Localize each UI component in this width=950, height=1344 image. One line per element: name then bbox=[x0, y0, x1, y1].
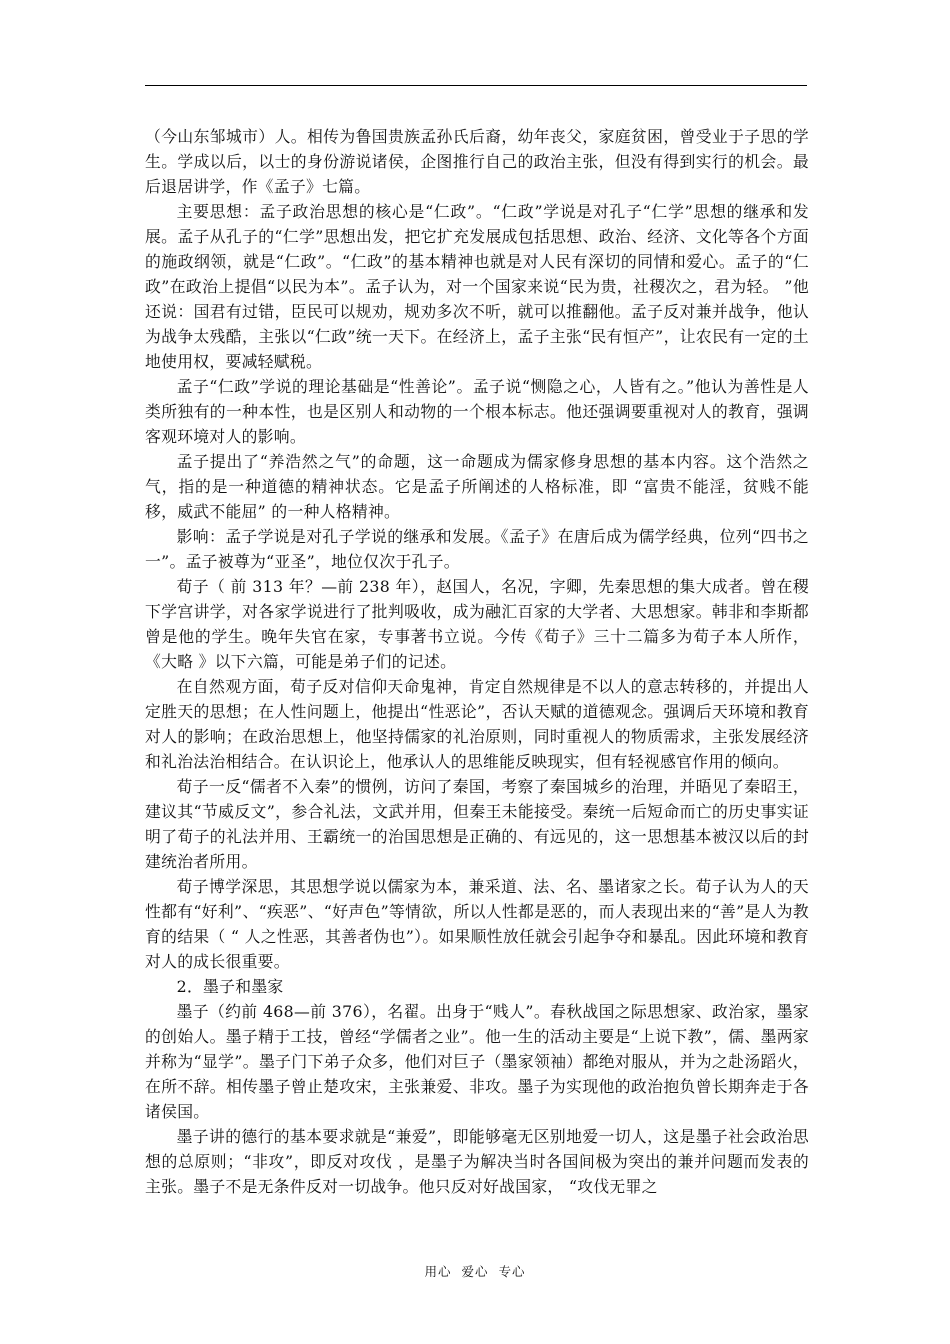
document-body bbox=[145, 124, 809, 1199]
paragraph: 在自然观方面，荀子反对信仰天命鬼神，肯定自然规律是不以人的意志转移的，并提出人定胜天的思想；在人性问题上，他提出“性恶论”，否认天赋的道德观念。强调后天环境和教育对人的影响；在政治思想上，他坚持儒家的礼治原则，同时重视人的物质需求，主张发展经济和礼治法治相结合。在认识论上，他承认人的思维能反映现实，但有轻视感官作用的倾向。 bbox=[145, 677, 809, 771]
page-footer: 用心 爱心 专心 bbox=[424, 1264, 526, 1279]
paragraph: 荀子一反“儒者不入秦”的惯例，访问了秦国，考察了秦国城乡的治理，并晤见了秦昭王，建议其“节威反文”，参合礼法，文武并用，但秦王未能接受。秦统一后短命而亡的历史事实证明了荀子的礼法并用、王霸统一的治国思想是正确的、有远见的，这一思想基本被汉以后的封建统治者所用。 bbox=[145, 777, 809, 871]
paragraph: 墨子讲的德行的基本要求就是“兼爱”，即能够毫无区别地爱一切人，这是墨子社会政治思想的总原则；“非攻”，即反对攻伐 ，是墨子为解决当时各国间极为突出的兼并问题而发表的主张。墨子不是无条件反对一切战争。他只反对好战国家， “攻伐无罪之 bbox=[145, 1127, 809, 1196]
paragraph: 墨子（约前 468—前 376），名翟。出身于“贱人”。春秋战国之际思想家、政治家，墨家的创始人。墨子精于工技，曾经“学儒者之业”。他一生的活动主要是“上说下教”，儒、墨两家并称为“显学”。墨子门下弟子众多，他们对巨子（墨家领袖）都绝对服从，并为之赴汤蹈火，在所不辞。相传墨子曾止楚攻宋，主张兼爱、非攻。墨子为实现他的政治抱负曾长期奔走于各诸侯国。 bbox=[145, 1002, 809, 1121]
paragraph: 孟子“仁政”学说的理论基础是“性善论”。孟子说“恻隐之心，人皆有之。”他认为善性是人类所独有的一种本性，也是区别人和动物的一个根本标志。他还强调要重视对人的教育，强调客观环境对人的影响。 bbox=[145, 377, 809, 446]
paragraph: 孟子提出了“养浩然之气”的命题，这一命题成为儒家修身思想的基本内容。这个浩然之气，指的是一种道德的精神状态。它是孟子所阐述的人格标准，即 “富贵不能淫，贫贱不能移，威武不能屈” 的一种人格精神。 bbox=[145, 452, 809, 521]
paragraph: （今山东邹城市）人。相传为鲁国贵族孟孙氏后裔，幼年丧父，家庭贫困，曾受业于子思的学生。学成以后，以士的身份游说诸侯，企图推行自己的政治主张，但没有得到实行的机会。最后退居讲学，作《孟子》七篇。 bbox=[145, 127, 809, 196]
section-heading: 2．墨子和墨家 bbox=[176, 977, 284, 996]
paragraph: 荀子博学深思，其思想学说以儒家为本，兼采道、法、名、墨诸家之长。荀子认为人的天性都有“好利”、“疾恶”、“好声色”等情欲，所以人性都是恶的，而人表现出来的“善”是人为教育的结果（ “ 人之性恶，其善者伪也”）。如果顺性放任就会引起争夺和暴乱。因此环境和教育对人的成长很重要。 bbox=[145, 877, 809, 971]
paragraph: 主要思想：孟子政治思想的核心是“仁政”。“仁政”学说是对孔子“仁学”思想的继承和发展。孟子从孔子的“仁学”思想出发，把它扩充发展成包括思想、政治、经济、文化等各个方面的施政纲领，就是“仁政”。“仁政”的基本精神也就是对人民有深切的同情和爱心。孟子的“仁政”在政治上提倡“以民为本”。孟子认为，对一个国家来说“民为贵，社稷次之，君为轻。 ”他还说：国君有过错，臣民可以规劝，规劝多次不听，就可以推翻他。孟子反对兼并战争，他认为战争太残酷，主张以“仁政”统一天下。在经济上，孟子主张“民有恒产”，让农民有一定的土地使用权，要减轻赋税。 bbox=[145, 202, 809, 371]
paragraph: 荀子（ 前 313 年？—前 238 年），赵国人，名况，字卿，先秦思想的集大成者。曾在稷下学宫讲学，对各家学说进行了批判吸收，成为融汇百家的大学者、大思想家。韩非和李斯都曾是他的学生。晚年失官在家，专事著书立说。今传《荀子》三十二篇多为荀子本人所作，《大略 》以下六篇，可能是弟子们的记述。 bbox=[145, 577, 809, 671]
header-rule bbox=[145, 85, 807, 86]
paragraph: 影响：孟子学说是对孔子学说的继承和发展。《孟子》在唐后成为儒学经典，位列“四书之一”。孟子被尊为“亚圣”，地位仅次于孔子。 bbox=[145, 527, 809, 571]
